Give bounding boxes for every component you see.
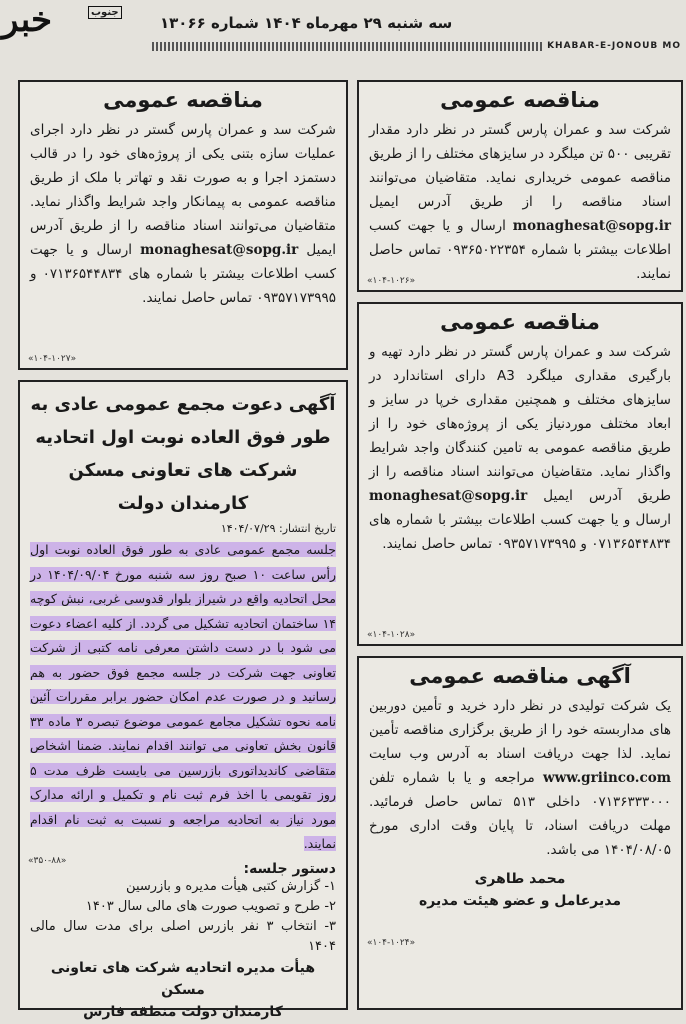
ad-website[interactable]: www.griinco.com — [542, 770, 671, 786]
ad-body: شرکت سد و عمران پارس گستر در نظر دارد تهیه و بارگیری مقداری میلگرد A3 دارای استاندارد در سایزهای مختلف و همچنین مقداری خرپا در سایز و ابعاد مختلف موردنیاز یکی از پروژه‌های خود را از طریق مناقصه عمومی به تامین کنندگان واجد شرایط واگذار نماید. متقاضیان می‌توانند اسناد مناقصه را از طریق آدرس ایمیل monaghesat@sopg.ir ارسال و یا جهت کسب اطلاعات بیشتر با شماره های ۰۷۱۳۶۵۴۴۸۳۴ و ۰۹۳۵۷۱۷۳۹۹۵ تماس حاصل نمایند. — [369, 344, 671, 552]
ad-signature: محمد طاهری مدیرعامل و عضو هیئت مدیره — [419, 871, 621, 909]
agenda-item: ۲- طرح و تصویب صورت های مالی سال ۱۴۰۳ — [85, 898, 336, 914]
ad-body: شرکت سد و عمران پارس گستر در نظر دارد اجرای عملیات سازه بتنی یکی از پروژه‌های خود را در قالب دستمزد اجرا و به صورت نقد و تهاتر با ملک از طریق مناقصه عمومی به پیمانکار واجد شرایط واگذار نماید. متقاضیان می‌توانند اسناد مناقصه را از طریق آدرس ایمیل monaghesat@sopg.ir ارسال و یا جهت کسب اطلاعات بیشتر با شماره های ۰۷۱۳۶۵۴۴۸۳۴ و ۰۹۳۵۷۱۷۳۹۹۵ تماس حاصل نمایند. — [30, 122, 337, 306]
ad-email[interactable]: monaghesat@sopg.ir — [140, 242, 299, 258]
ad-code: «۳۵۰-۸۸» — [28, 856, 67, 866]
ad-code: «۱۰۴-۱۰۲۸» — [367, 630, 416, 640]
agenda-list — [30, 877, 336, 957]
ad-title: مناقصه عمومی — [440, 310, 600, 334]
ad-general-assembly — [18, 380, 348, 1020]
masthead-english: KHABAR-E-JONOUB MO — [544, 41, 684, 51]
ad-body — [30, 538, 336, 857]
ad-tender-rebar — [357, 80, 683, 292]
ad-code: «۱۰۴-۱۰۲۷» — [28, 354, 77, 364]
ad-title: مناقصه عمومی — [103, 88, 263, 112]
newspaper-logo: خبر — [2, 0, 53, 40]
masthead — [0, 0, 686, 54]
agenda-item: ۱- گزارش کتبی هیأت مدیره و بازرسین — [126, 878, 336, 894]
ad-email[interactable]: monaghesat@sopg.ir — [512, 218, 671, 234]
ad-code: «۱۰۴-۱۰۲۴» — [367, 938, 416, 948]
ad-body: شرکت سد و عمران پارس گستر در نظر دارد مقدار تقریبی ۵۰۰ تن میلگرد در سایزهای مختلف را از طریق مناقصه عمومی خریداری نماید. متقاضیان می‌توانند اسناد مناقصه را از طریق آدرس ایمیل monaghesat@sopg.ir ارسال و یا جهت کسب اطلاعات بیشتر با شماره ۰۹۳۶۵۰۲۲۳۵۴ تماس حاصل نمایند. — [369, 122, 671, 282]
ad-title: مناقصه عمومی — [440, 88, 600, 112]
newspaper-logo-sub: جنوب — [88, 6, 122, 19]
issue-date-number: سه شنبه ۲۹ مهرماه ۱۴۰۴ شماره ۱۳۰۶۶ — [160, 14, 453, 32]
ad-tender-truss — [357, 302, 683, 646]
ad-tender-cctv — [357, 656, 683, 1010]
highlighted-text: جلسه مجمع عمومی عادی به طور فوق العاده نوبت اول رأس ساعت ۱۰ صبح روز سه شنبه مورخ ۱۴۰۴/۰۹/۰۴ در محل اتحادیه واقع در شیراز بلوار قدوسی غربی، نبش کوچه ۱۴ ساختمان اتحادیه تشکیل می گردد. از کلیه اعضاء دعوت می شود با در دست داشتن معرفی نامه کتبی از شرکت تعاونی جهت شرکت در جلسه مجمع فوق حضور به هم رسانید و در صورت عدم امکان حضور برابر مقررات آئین نامه نحوه تشکیل مجامع عمومی موضوع تبصره ۳ ماده ۳۳ قانون بخش تعاونی می توانند اقدام نمایند. ضمنا اشخاص متقاضی کاندیداتوری بازرسین می بایست ظرف مدت ۵ روز تقویمی با اخذ فرم ثبت نام و تکمیل و ارائه مدارک مورد نیاز به اتحادیه مراجعه و نسبت به ثبت نام اقدام نمایند. — [30, 542, 337, 851]
ad-email[interactable]: monaghesat@sopg.ir — [369, 488, 528, 504]
ad-tender-concrete — [18, 80, 348, 370]
ad-title: آگهی مناقصه عمومی — [409, 664, 631, 688]
ad-signature: هیأت مدیره اتحادیه شرکت های تعاونی مسکن کارمندان دولت منطقه فارس — [50, 959, 316, 1020]
agenda-title: دستور جلسه: — [243, 860, 336, 877]
ad-body: یک شرکت تولیدی در نظر دارد خرید و تأمین دوربین های مداربسته خود را از طریق برگزاری مناقصه تأمین نماید. لذا جهت دریافت اسناد به آدرس وب سایت www.griinco.com مراجعه و یا با شماره تلفن ۰۷۱۳۶۳۳۳۰۰۰ داخلی ۵۱۳ تماس حاصل فرمائید. مهلت دریافت اسناد، تا پایان وقت اداری مورخ ۱۴۰۴/۰۸/۰۵ می باشد. — [369, 698, 671, 858]
ad-code: «۱۰۴-۱۰۲۶» — [367, 276, 416, 286]
ad-title: آگهی دعوت مجمع عمومی عادی به طور فوق العاده نوبت اول اتحادیه شرکت های تعاونی مسکن کارمندان دولت — [30, 394, 336, 514]
agenda-item: ۳- انتخاب ۳ نفر بازرس اصلی برای مدت سال مالی ۱۴۰۴ — [30, 918, 337, 954]
ad-publish-date: تاریخ انتشار: ۱۴۰۴/۰۷/۲۹ — [220, 522, 336, 535]
